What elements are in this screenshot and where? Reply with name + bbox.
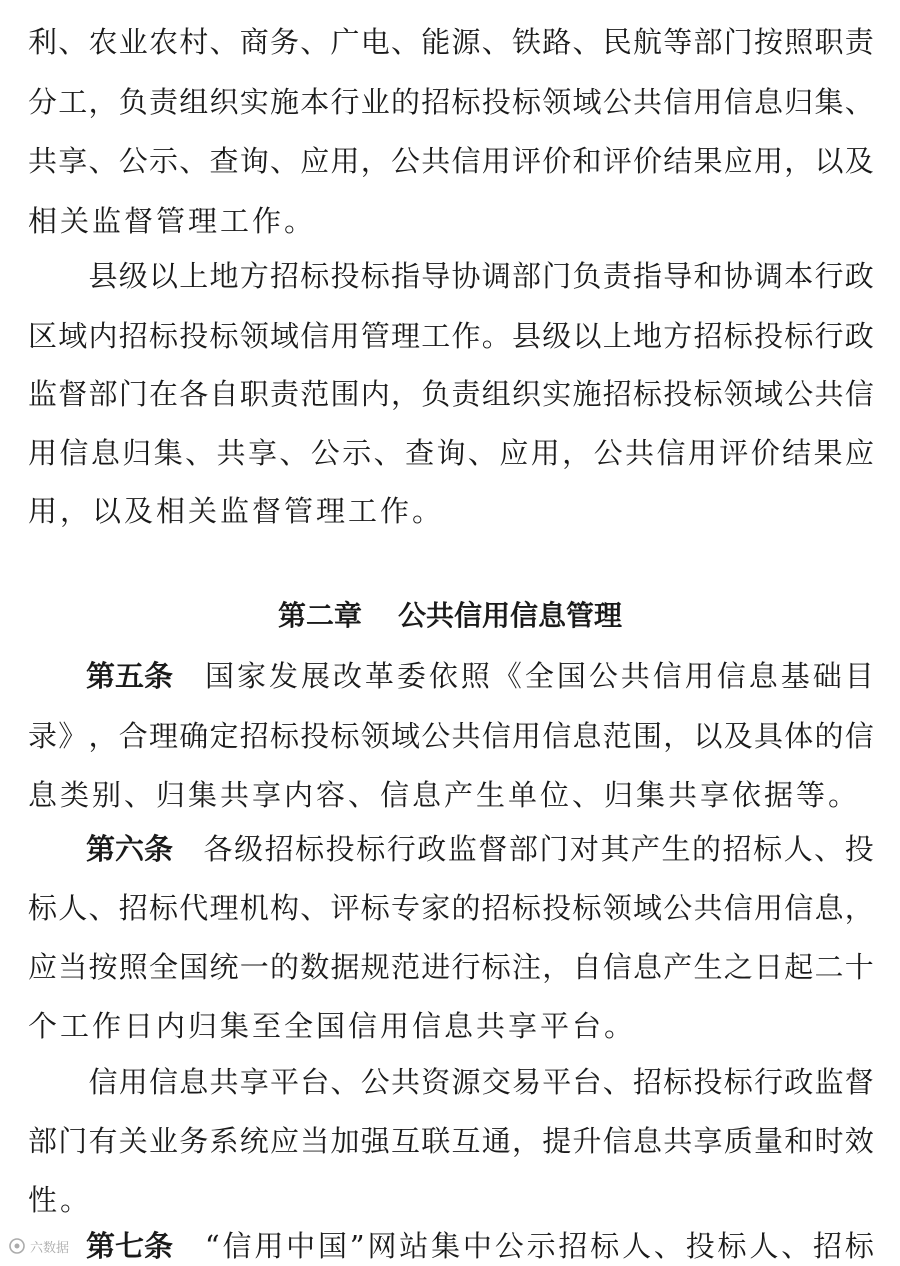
- article-heading: 第五条: [86, 659, 174, 693]
- article-line: [28, 947, 874, 987]
- watermark: [8, 1234, 69, 1258]
- watermark-logo-icon: [8, 1237, 26, 1255]
- article-line: [28, 1180, 874, 1220]
- line-text: 应 当 按 照 全 国 统 一 的 数 据 规 范 进 行 标 注 ， 自 信 息 产 生 之 日 起 二 十: [28, 950, 874, 984]
- paragraph-line: [28, 491, 874, 531]
- line-text: 息类别、归集共享内容、信息产生单位、归集共享依据等。: [28, 778, 861, 812]
- chapter-title: 公共信用信息管理: [398, 599, 623, 632]
- line-text: 标 人 、 招 标 代 理 机 构 、 评 标 专 家 的 招 标 投 标 领 域 公 共 信 用 信 息 ，: [28, 891, 874, 925]
- article-line: [28, 1006, 874, 1046]
- paragraph-line: [28, 22, 874, 62]
- line-text: 利 、 农 业 农 村 、 商 务 、 广 电 、 能 源 、 铁 路 、 民 航 等 部 门 按 照 职 责: [28, 25, 874, 59]
- article-line: [28, 656, 874, 696]
- paragraph-line: [28, 82, 874, 122]
- article-line: [28, 1121, 874, 1161]
- chapter-heading: [0, 596, 900, 636]
- line-text: 个工作日内归集至全国信用信息共享平台。: [28, 1009, 637, 1043]
- line-text: 用，以及相关监督管理工作。: [28, 494, 445, 528]
- line-text: 监 督 部 门 在 各 自 职 责 范 围 内 ， 负 责 组 织 实 施 招 标 投 标 领 域 公 共 信: [28, 377, 874, 411]
- chapter-number: 第二章: [277, 599, 362, 632]
- paragraph-line: [28, 256, 874, 296]
- line-text: 各 级 招 标 投 标 行 政 监 督 部 门 对 其 产 生 的 招 标 人 、 投: [203, 832, 874, 866]
- line-text: 共 享 、 公 示 、 查 询 、 应 用 ， 公 共 信 用 评 价 和 评 价 结 果 应 用 ， 以 及: [28, 144, 874, 178]
- line-text: 县 级 以 上 地 方 招 标 投 标 指 导 协 调 部 门 负 责 指 导 和 协 调 本 行 政: [88, 259, 874, 293]
- article-heading: 第六条: [86, 832, 174, 866]
- line-text: 区 域 内 招 标 投 标 领 域 信 用 管 理 工 作 。 县 级 以 上 地 方 招 标 投 标 行 政: [28, 319, 874, 353]
- paragraph-line: [28, 141, 874, 181]
- line-text: “ 信 用 中 国 ” 网 站 集 中 公 示 招 标 人 、 投 标 人 、 招 标: [204, 1229, 874, 1263]
- paragraph-line: [28, 201, 874, 241]
- line-text: 信 用 信 息 共 享 平 台 、 公 共 资 源 交 易 平 台 、 招 标 投 标 行 政 监 督: [88, 1065, 874, 1099]
- line-text: 录 》 ， 合 理 确 定 招 标 投 标 领 域 公 共 信 用 信 息 范 围 ， 以 及 具 体 的 信: [28, 719, 874, 753]
- article-line: [28, 1226, 874, 1266]
- line-text: 国 家 发 展 改 革 委 依 照 《 全 国 公 共 信 用 信 息 基 础 目: [205, 659, 874, 693]
- article-heading: 第七条: [86, 1229, 174, 1263]
- article-line: [28, 888, 874, 928]
- line-text: 部 门 有 关 业 务 系 统 应 当 加 强 互 联 互 通 ， 提 升 信 息 共 享 质 量 和 时 效: [28, 1124, 874, 1158]
- paragraph-line: [28, 316, 874, 356]
- article-line: [28, 775, 874, 815]
- paragraph-line: [28, 374, 874, 414]
- article-line: [28, 1062, 874, 1102]
- line-text: 性。: [28, 1183, 93, 1217]
- article-line: [28, 716, 874, 756]
- watermark-text: 六数据: [30, 1240, 70, 1256]
- paragraph-line: [28, 433, 874, 473]
- line-text: 分 工 ， 负 责 组 织 实 施 本 行 业 的 招 标 投 标 领 域 公 共 信 用 信 息 归 集 、: [28, 85, 874, 119]
- line-text: 相关监督管理工作。: [28, 204, 317, 238]
- article-line: [28, 829, 874, 869]
- line-text: 用 信 息 归 集 、 共 享 、 公 示 、 查 询 、 应 用 ， 公 共 信 用 评 价 结 果 应: [28, 436, 874, 470]
